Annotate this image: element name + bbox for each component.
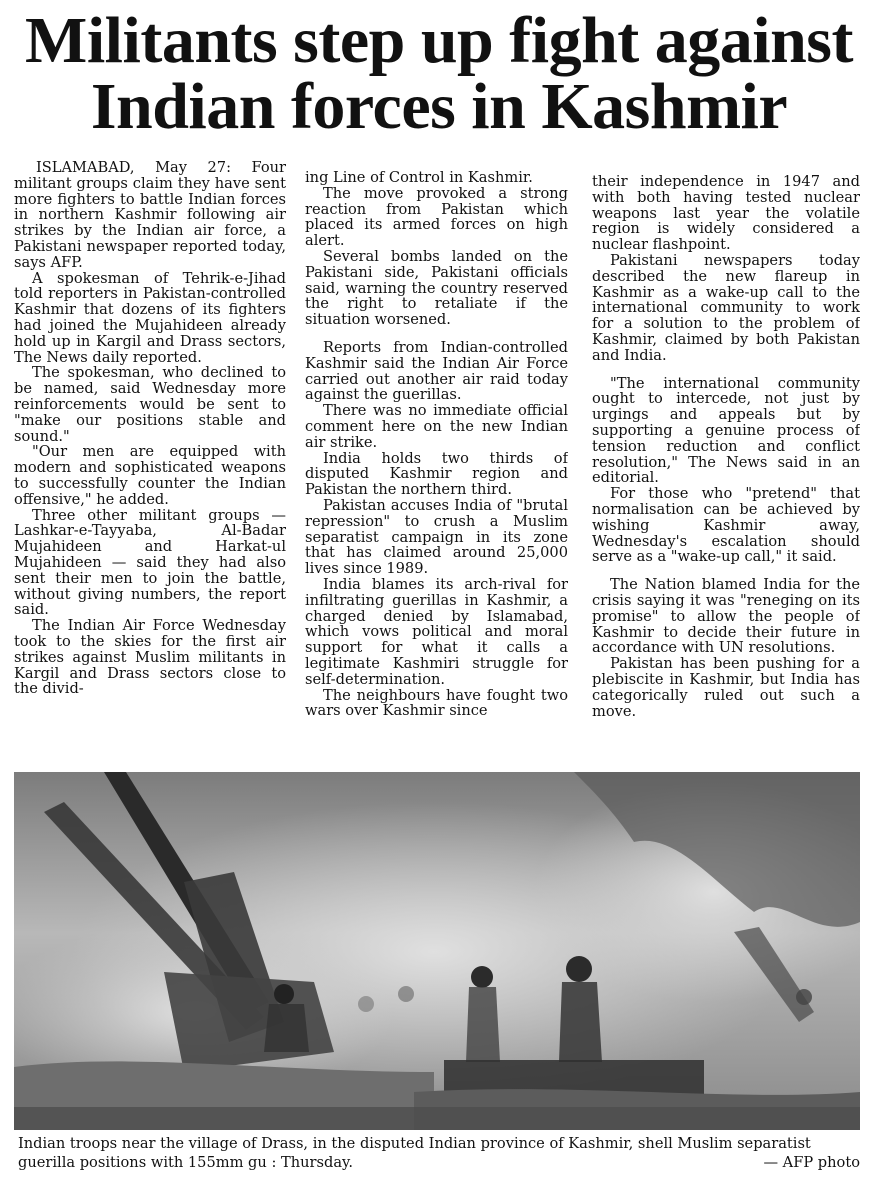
paragraph: Reports from Indian-controlled Kashmir said the Indian Air Force carried out another air raid today against the guerillas.	[305, 338, 568, 404]
article-column-1	[14, 160, 286, 770]
paragraph: For those who "pretend" that normalisation can be achieved by wishing Kashmir away, Wednesday's escalation should serve as a "wake-up call," it said.	[592, 485, 860, 566]
headline-line-1: Militants step up fight against	[25, 4, 853, 77]
paragraph: India blames its arch-rival for infiltrating guerillas in Kashmir, a charged denied by Islamabad, which vows political and moral support for what it calls a legitimate Kashmiri struggle for self-determination.	[305, 575, 568, 688]
paragraph: "Our men are equipped with modern and sophisticated weapons to successfully counter the Indian offensive," he added.	[14, 443, 286, 508]
news-photo	[14, 772, 860, 1130]
paragraph: ing Line of Control in Kashmir.	[305, 170, 533, 186]
paragraph: Three other militant groups — Lashkar-e-Tayyaba, Al-Badar Mujahideen and Harkat-ul Mujahideen — said they had also sent their men to join the battle, without giving numbers, the report said.	[14, 506, 286, 619]
paragraph: Pakistan accuses India of "brutal repression" to crush a Muslim separatist campaign in its zone that has claimed around 25,000 lives since 1989.	[305, 496, 568, 578]
paragraph: their independence in 1947 and with both having tested nuclear weapons last year the volatile region is widely considered a nuclear flashpoint.	[592, 174, 860, 254]
paragraph: The neighbours have fought two wars over Kashmir since	[305, 686, 568, 720]
paragraph: A spokesman of Tehrik-e-Jihad told reporters in Pakistan-controlled Kashmir that dozens of its fighters had joined the Mujahideen already hold up in Kargil and Drass sectors, The News daily reported.	[14, 269, 286, 366]
paragraph: There was no immediate official comment here on the new Indian air strike.	[305, 402, 568, 451]
paragraph: The Indian Air Force Wednesday took to the skies for the first air strikes against Muslim militants in Kargil and Drass sectors close to the divid-	[14, 617, 286, 698]
photo-caption	[18, 1134, 864, 1172]
headline	[8, 4, 870, 143]
paragraph: The Nation blamed India for the crisis saying it was "reneging on its promise" to allow the people of Kashmir to decide their future in accordance with UN resolutions.	[592, 576, 860, 657]
paragraph: Pakistani newspapers today described the new flareup in Kashmir as a wake-up call to the international community to work for a solution to the problem of Kashmir, claimed by both Pakistan and India.	[592, 251, 860, 364]
paragraph: The spokesman, who declined to be named, said Wednesday more reinforcements would be sent to "make our positions stable and sound."	[14, 364, 286, 445]
photo-credit: — AFP photo	[763, 1154, 860, 1171]
paragraph: The move provoked a strong reaction from Pakistan which placed its armed forces on high alert.	[305, 184, 568, 250]
paragraph: ISLAMABAD, May 27: Four militant groups claim they have sent more fighters to battle Indian forces in northern Kashmir following air strikes by the Indian air force, a Pakistani newspaper reported today, says AFP.	[14, 160, 286, 271]
paragraph: "The international community ought to intercede, not just by urgings and appeals but by supporting a genuine process of tension reduction and conflict resolution," The News said in an editorial.	[592, 374, 860, 487]
headline-line-2: Indian forces in Kashmir	[90, 70, 788, 143]
caption-text: Indian troops near the village of Drass, in the disputed Indian province of Kashmir, shell Muslim separatist guerilla positions with 155mm gu : Thursday.	[18, 1135, 811, 1171]
paragraph: India holds two thirds of disputed Kashmir region and Pakistan the northern third.	[305, 449, 568, 499]
paragraph: Several bombs landed on the Pakistani side, Pakistani officials said, warning the country reserved the right to retaliate if the situation worsened.	[305, 247, 568, 329]
article-column-2	[305, 170, 568, 780]
paragraph: Pakistan has been pushing for a plebiscite in Kashmir, but India has categorically ruled out such a move.	[592, 655, 860, 720]
article-column-3	[592, 174, 860, 784]
